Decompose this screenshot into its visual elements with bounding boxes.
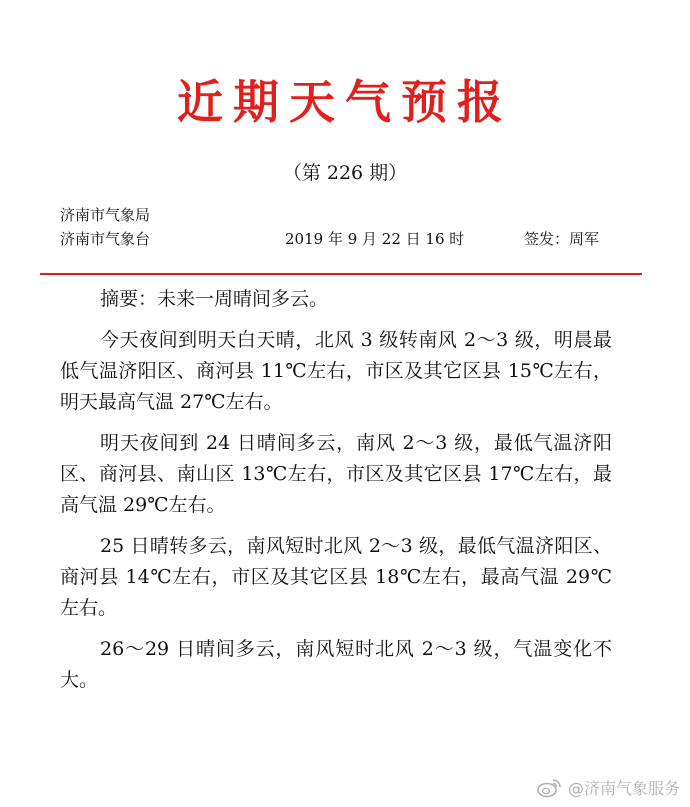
header-divider [40, 273, 642, 275]
issue-number: （第 226 期） [282, 162, 408, 184]
issue-datetime: 2019 年 9 月 22 日 16 时 [285, 230, 465, 248]
document-title: 近期天气预报 [177, 75, 513, 129]
signer: 签发：周军 [524, 230, 600, 248]
forecast-paragraph-26-29th: 26～29 日晴间多云，南风短时北风 2～3 级，气温变化不大。 [60, 638, 612, 691]
issuer-bureau: 济南市气象局 [60, 206, 151, 224]
forecast-paragraph-tonight-tomorrow: 今天夜间到明天白天晴，北风 3 级转南风 2～3 级，明晨最低气温济阳区、商河县 11℃左右，市区及其它区县 15℃左右，明天最高气温 27℃左右。 [60, 329, 612, 413]
forecast-body [60, 284, 612, 706]
weibo-watermark [536, 776, 680, 799]
forecast-paragraph-25th: 25 日晴转多云，南风短时北风 2～3 级，最低气温济阳区、商河县 14℃左右，市区及其它区县 18℃左右，最高气温 29℃左右。 [60, 535, 612, 619]
forecast-summary: 摘要：未来一周晴间多云。 [100, 288, 329, 310]
issuer-observatory: 济南市气象台 [60, 230, 151, 248]
weibo-icon [536, 777, 562, 799]
watermark-text: @济南气象服务 [567, 779, 680, 798]
forecast-paragraph-to-24th: 明天夜间到 24 日晴间多云，南风 2～3 级，最低气温济阳区、商河县、南山区 13℃左右，市区及其它区县 17℃左右，最高气温 29℃左右。 [60, 432, 612, 516]
